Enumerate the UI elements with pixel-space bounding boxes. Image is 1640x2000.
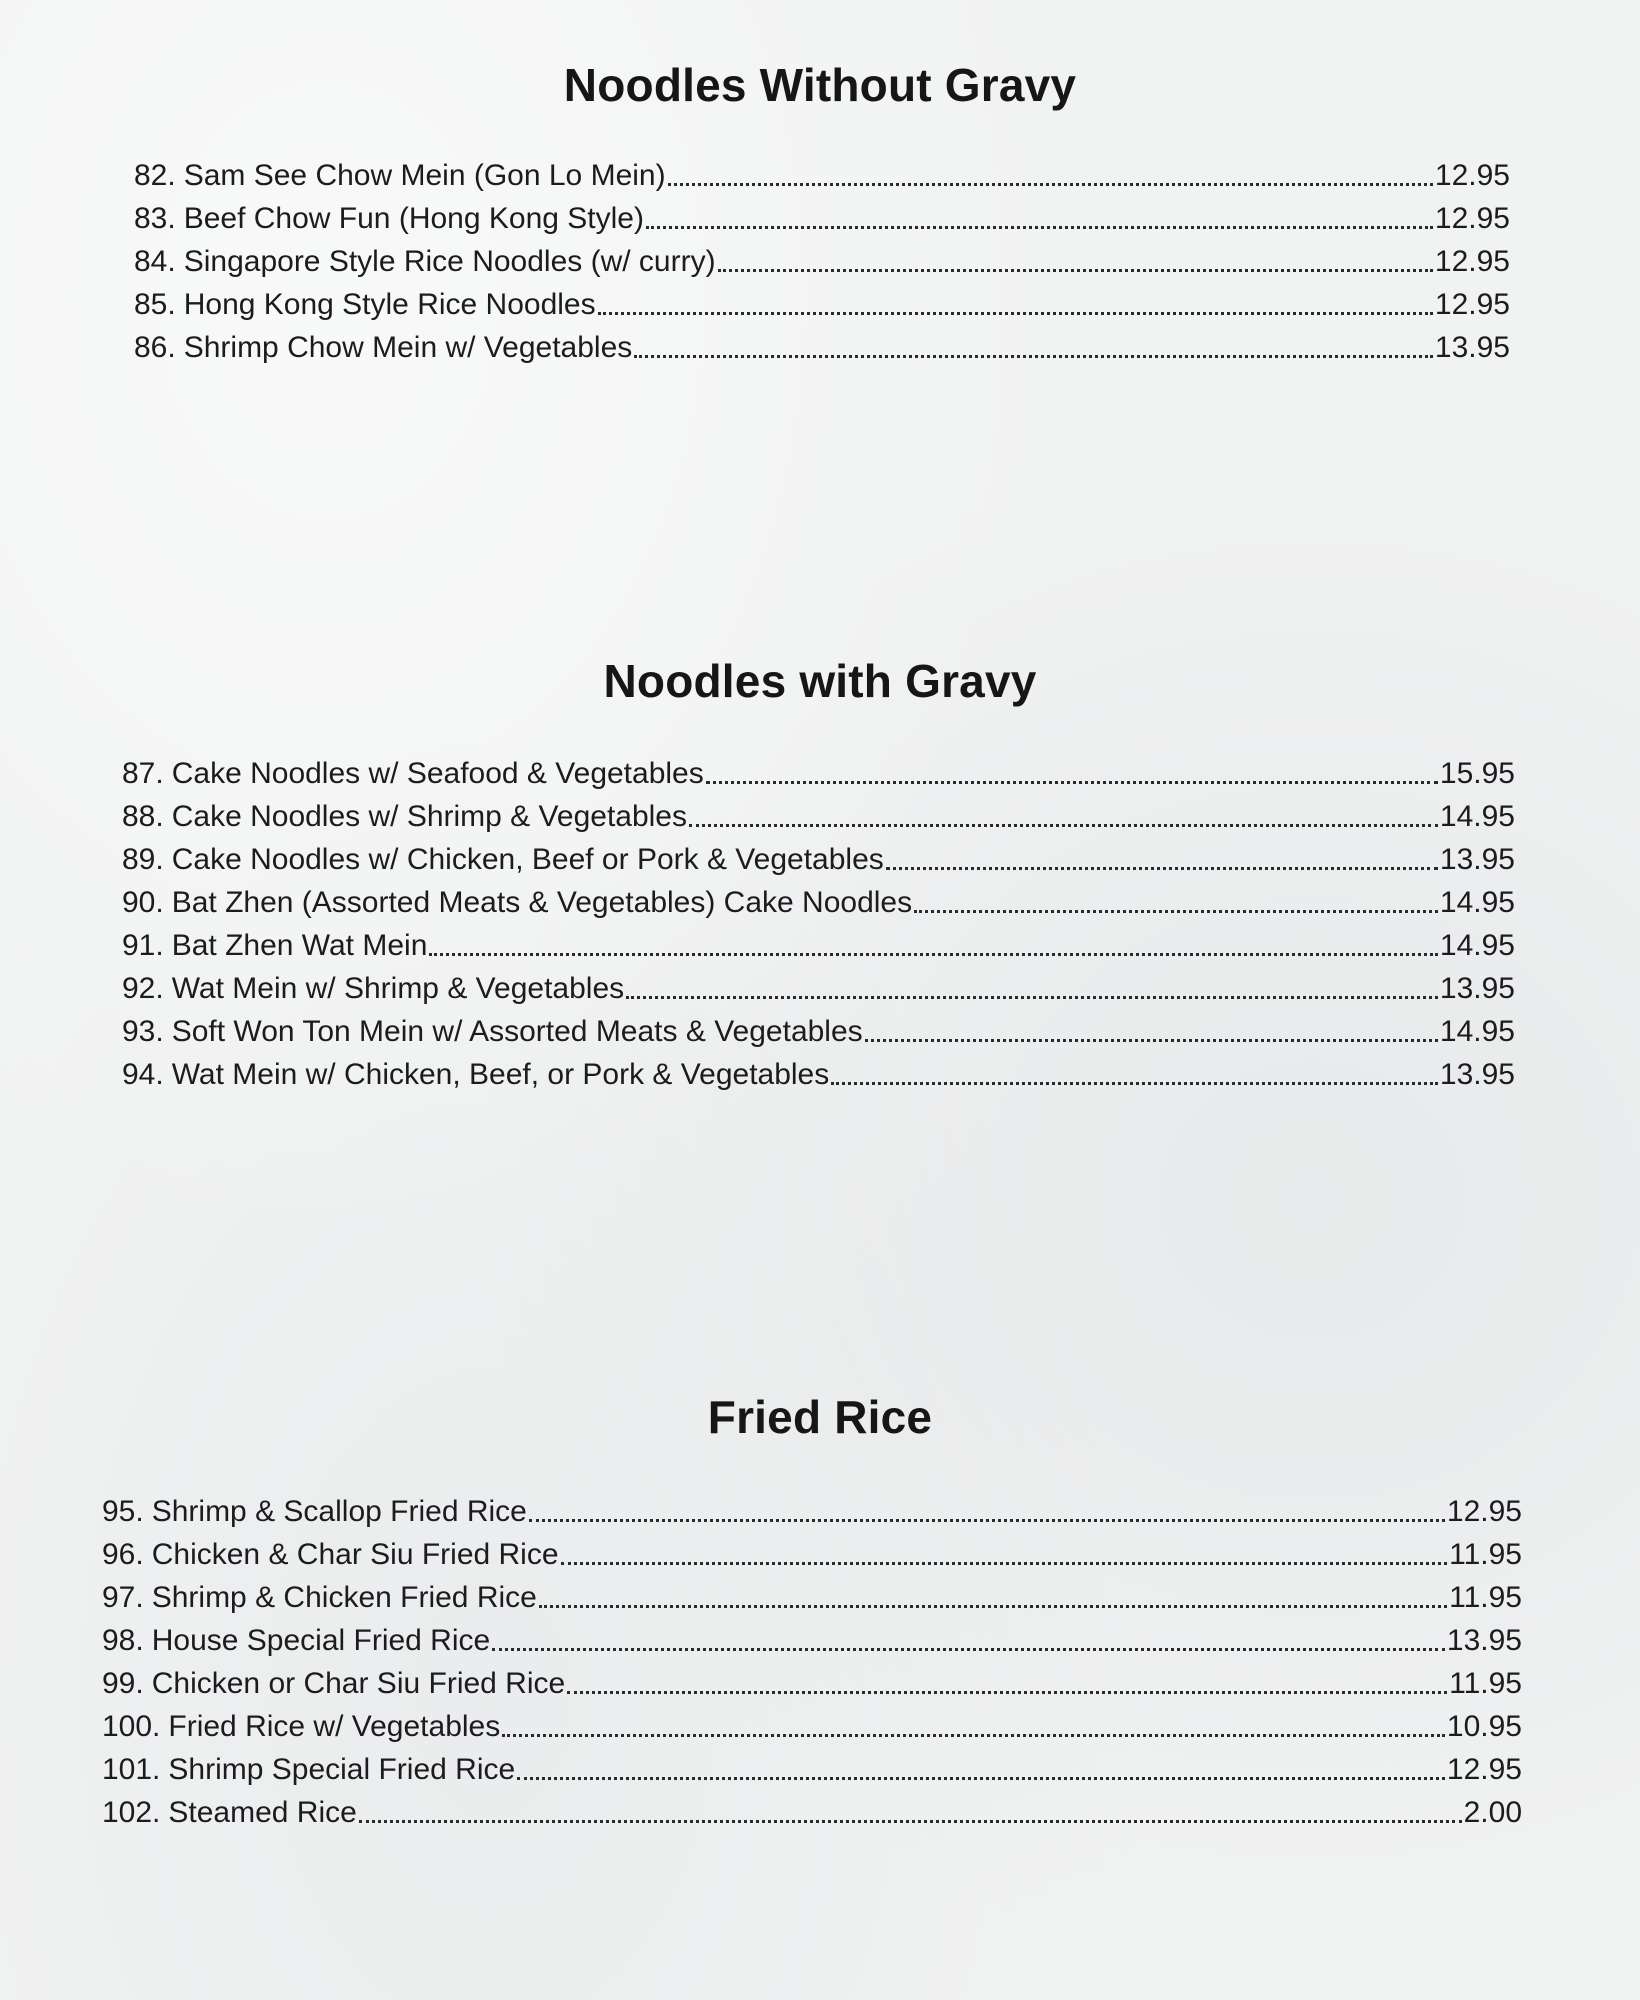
item-number: 92. [122, 972, 164, 1005]
item-price: 13.95 [1439, 972, 1515, 1005]
menu-list-noodles-without-gravy [134, 154, 1510, 369]
menu-item [102, 1619, 1522, 1662]
item-name: Cake Noodles w/ Shrimp & Vegetables [171, 800, 687, 833]
dot-leader [718, 265, 1433, 272]
dot-leader [567, 1687, 1447, 1694]
menu-item [102, 1533, 1522, 1576]
dot-leader [502, 1730, 1445, 1737]
item-number: 100. [102, 1710, 161, 1743]
item-number: 95. [102, 1495, 144, 1528]
item-number: 94. [122, 1058, 164, 1091]
menu-item [102, 1748, 1522, 1791]
menu-list-fried-rice [102, 1490, 1522, 1834]
dot-leader [517, 1773, 1445, 1780]
menu-item [122, 1010, 1515, 1053]
item-price: 11.95 [1449, 1581, 1522, 1614]
item-name: Wat Mein w/ Shrimp & Vegetables [171, 972, 625, 1005]
menu-item [102, 1490, 1522, 1533]
item-name: Wat Mein w/ Chicken, Beef, or Pork & Vegetables [171, 1058, 830, 1091]
menu-item [122, 795, 1515, 838]
item-price: 11.95 [1449, 1538, 1522, 1571]
item-price: 14.95 [1439, 929, 1515, 962]
item-name: Shrimp Chow Mein w/ Vegetables [183, 331, 633, 364]
item-name: Chicken or Char Siu Fried Rice [151, 1667, 566, 1700]
dot-leader [886, 863, 1438, 870]
item-name: Bat Zhen Wat Mein [171, 929, 428, 962]
item-price: 11.95 [1449, 1667, 1522, 1700]
item-name: Chicken & Char Siu Fried Rice [151, 1538, 559, 1571]
menu-item [134, 154, 1510, 197]
item-name: Cake Noodles w/ Seafood & Vegetables [171, 757, 704, 790]
dot-leader [865, 1035, 1438, 1042]
item-price: 14.95 [1439, 1015, 1515, 1048]
item-price: 12.95 [1446, 1495, 1522, 1528]
item-number: 102. [102, 1796, 161, 1829]
dot-leader [492, 1644, 1445, 1651]
item-price: 13.95 [1439, 843, 1515, 876]
dot-leader [626, 992, 1438, 999]
item-number: 90. [122, 886, 164, 919]
dot-leader [634, 351, 1433, 358]
item-number: 97. [102, 1581, 144, 1614]
item-number: 85. [134, 288, 176, 321]
item-price: 12.95 [1446, 1753, 1522, 1786]
item-name: Shrimp & Scallop Fried Rice [151, 1495, 527, 1528]
menu-item [102, 1705, 1522, 1748]
item-number: 86. [134, 331, 176, 364]
item-price: 14.95 [1439, 800, 1515, 833]
item-number: 98. [102, 1624, 144, 1657]
dot-leader [539, 1601, 1447, 1608]
dot-leader [689, 820, 1438, 827]
dot-leader [668, 179, 1433, 186]
item-price: 12.95 [1434, 202, 1510, 235]
menu-list-noodles-with-gravy [122, 752, 1515, 1096]
dot-leader [561, 1558, 1448, 1565]
item-price: 13.95 [1446, 1624, 1522, 1657]
item-name: Hong Kong Style Rice Noodles [183, 288, 596, 321]
dot-leader [646, 222, 1433, 229]
menu-item [102, 1576, 1522, 1619]
dot-leader [429, 949, 1438, 956]
item-price: 15.95 [1439, 757, 1515, 790]
item-name: Cake Noodles w/ Chicken, Beef or Pork & Vegetables [171, 843, 884, 876]
item-number: 91. [122, 929, 164, 962]
dot-leader [598, 308, 1433, 315]
item-number: 88. [122, 800, 164, 833]
menu-item [122, 924, 1515, 967]
item-number: 84. [134, 245, 176, 278]
item-number: 83. [134, 202, 176, 235]
section-title-noodles-with-gravy: Noodles with Gravy [603, 655, 1037, 707]
item-price: 12.95 [1434, 159, 1510, 192]
item-price: 10.95 [1446, 1710, 1522, 1743]
menu-item [102, 1791, 1522, 1834]
item-name: Fried Rice w/ Vegetables [168, 1710, 501, 1743]
menu-item [102, 1662, 1522, 1705]
item-price: 2.00 [1463, 1796, 1522, 1829]
menu-item [134, 240, 1510, 283]
item-name: Beef Chow Fun (Hong Kong Style) [183, 202, 644, 235]
item-number: 93. [122, 1015, 164, 1048]
menu-item [122, 752, 1515, 795]
item-name: Soft Won Ton Mein w/ Assorted Meats & Vegetables [171, 1015, 863, 1048]
item-name: Bat Zhen (Assorted Meats & Vegetables) Cake Noodles [171, 886, 913, 919]
dot-leader [706, 777, 1438, 784]
menu-item [134, 197, 1510, 240]
section-title-noodles-without-gravy: Noodles Without Gravy [563, 59, 1077, 111]
section-title-fried-rice: Fried Rice [707, 1391, 933, 1443]
item-name: House Special Fried Rice [151, 1624, 491, 1657]
item-name: Singapore Style Rice Noodles (w/ curry) [183, 245, 716, 278]
menu-item [134, 283, 1510, 326]
item-number: 89. [122, 843, 164, 876]
item-number: 99. [102, 1667, 144, 1700]
item-price: 13.95 [1434, 331, 1510, 364]
item-price: 13.95 [1439, 1058, 1515, 1091]
menu-item [122, 1053, 1515, 1096]
item-number: 82. [134, 159, 176, 192]
item-number: 101. [102, 1753, 161, 1786]
dot-leader [914, 906, 1438, 913]
item-number: 87. [122, 757, 164, 790]
item-name: Shrimp & Chicken Fried Rice [151, 1581, 537, 1614]
menu-item [122, 881, 1515, 924]
item-name: Steamed Rice [168, 1796, 357, 1829]
menu-item [122, 838, 1515, 881]
dot-leader [831, 1078, 1438, 1085]
menu-item [134, 326, 1510, 369]
dot-leader [529, 1515, 1445, 1522]
menu-item [122, 967, 1515, 1010]
dot-leader [359, 1816, 1462, 1823]
item-name: Shrimp Special Fried Rice [168, 1753, 516, 1786]
item-price: 12.95 [1434, 245, 1510, 278]
item-name: Sam See Chow Mein (Gon Lo Mein) [183, 159, 666, 192]
item-price: 12.95 [1434, 288, 1510, 321]
item-number: 96. [102, 1538, 144, 1571]
item-price: 14.95 [1439, 886, 1515, 919]
